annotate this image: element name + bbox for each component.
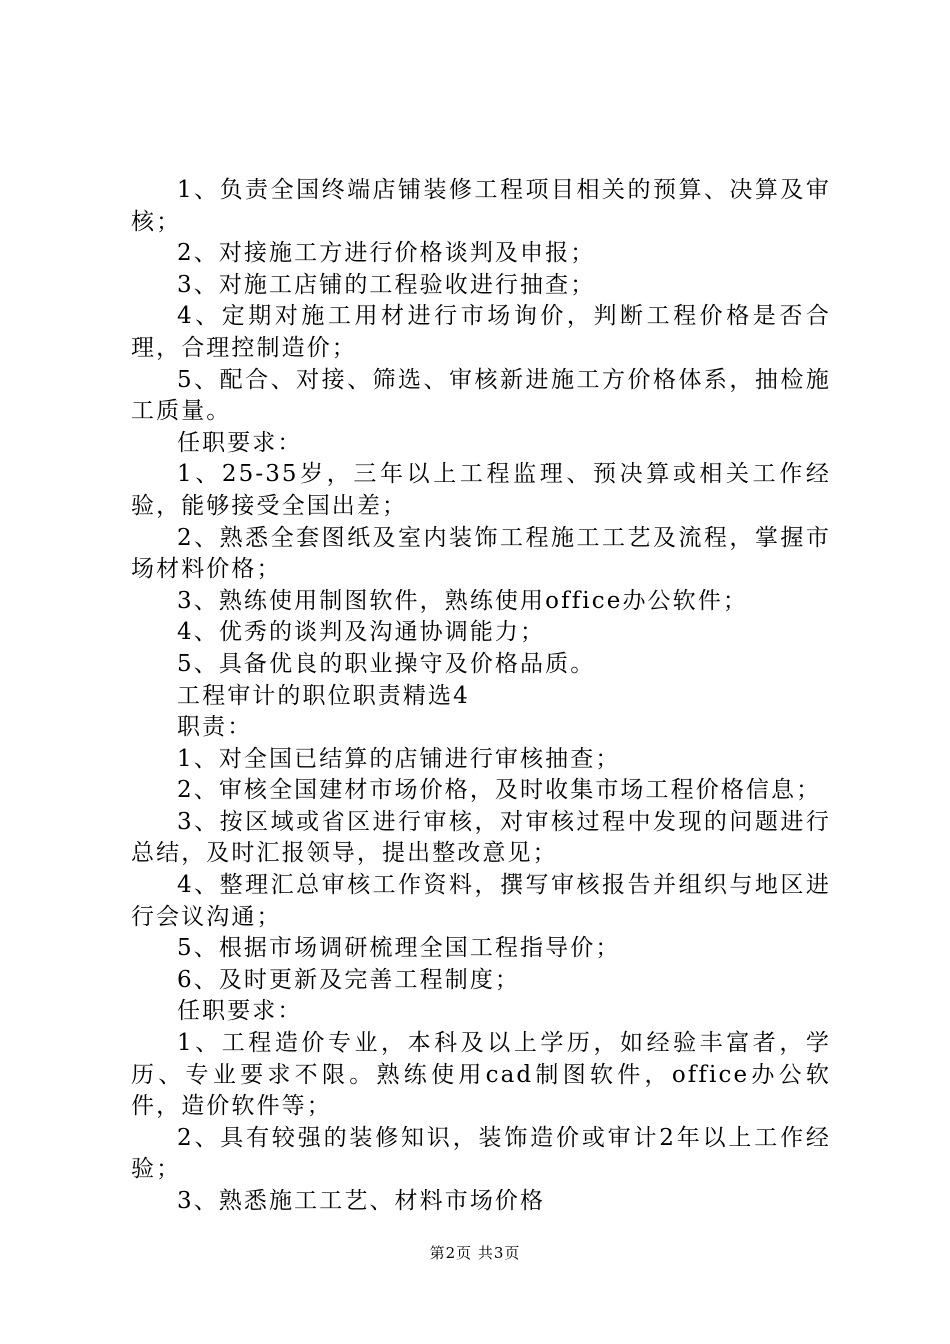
- paragraph: 4、整理汇总审核工作资料，撰写审核报告并组织与地区进行会议沟通；: [131, 872, 831, 930]
- section-heading: 任职要求：: [177, 429, 303, 456]
- page-footer: 第2页 共3页: [429, 1244, 521, 1262]
- paragraph: 1、负责全国终端店铺装修工程项目相关的预算、决算及审核；: [131, 177, 831, 235]
- paragraph: 3、对施工店铺的工程验收进行抽查；: [177, 271, 596, 298]
- body-text: [131, 175, 831, 1218]
- paragraph: 1、25-35岁，三年以上工程监理、预决算或相关工作经验，能够接受全国出差；: [131, 461, 831, 519]
- paragraph: 3、按区域或省区进行审核，对审核过程中发现的问题进行总结，及时汇报领导，提出整改意见；: [131, 808, 831, 867]
- paragraph: 1、对全国已结算的店铺进行审核抽查；: [177, 745, 621, 772]
- paragraph: 2、审核全国建材市场价格，及时收集市场工程价格信息；: [177, 777, 822, 804]
- paragraph: 2、熟悉全套图纸及室内装饰工程施工工艺及流程，掌握市场材料价格；: [131, 524, 831, 583]
- section-heading: 职责：: [177, 714, 253, 741]
- paragraph: 5、根据市场调研梳理全国工程指导价；: [177, 935, 621, 962]
- section-heading: 任职要求：: [177, 998, 303, 1025]
- paragraph: 5、配合、对接、筛选、审核新进施工方价格体系，抽检施工质量。: [131, 366, 831, 425]
- paragraph: 2、对接施工方进行价格谈判及申报；: [177, 240, 596, 267]
- section-title: 工程审计的职位职责精选4: [177, 682, 470, 709]
- paragraph: 4、优秀的谈判及沟通协调能力；: [177, 619, 546, 646]
- paragraph: 5、具备优良的职业操守及价格品质。: [177, 650, 596, 677]
- paragraph: 3、熟练使用制图软件，熟练使用office办公软件；: [177, 587, 748, 614]
- paragraph: 1、工程造价专业，本科及以上学历，如经验丰富者，学历、专业要求不限。熟练使用cad制图软件，office办公软件，造价软件等；: [131, 1030, 831, 1120]
- paragraph: 4、定期对施工用材进行市场询价，判断工程价格是否合理，合理控制造价；: [131, 303, 831, 361]
- paragraph: 3、熟悉施工工艺、材料市场价格: [177, 1188, 546, 1214]
- paragraph: 6、及时更新及完善工程制度；: [177, 966, 521, 993]
- paragraph: 2、具有较强的装修知识，装饰造价或审计2年以上工作经验；: [131, 1124, 831, 1183]
